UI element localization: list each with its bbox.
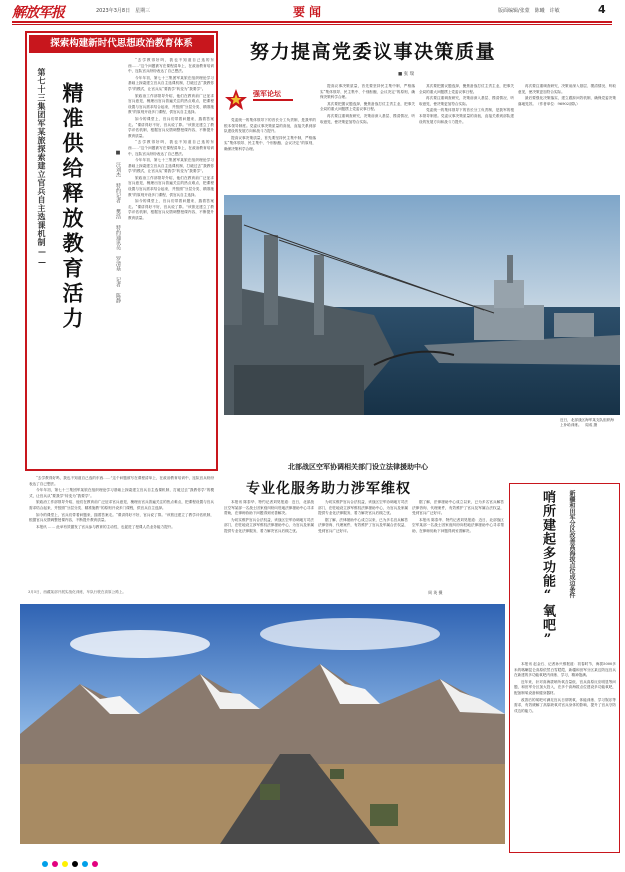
left-article-body-lower: [29, 476, 214, 586]
paragraph: 旅政治工作部领导介绍，他们在教育前广泛征求官兵意见，梳理出官兵普遍关注的热点难点，把课程设置与官兵需求结合起来，并按照“分层分类、精准施教”的原则开设多门课程，供官兵自主选择。: [128, 175, 214, 197]
photo-naval-replenishment: [224, 195, 620, 415]
paragraph: 旅政治工作部领导介绍，他们在教育前广泛征求官兵意见，梳理出官兵普遍关注的热点难点，把课程设置与官兵需求结合起来，并按照“分层分类、精准施教”的原则开设多门课程，供官兵自主选择。: [29, 500, 214, 510]
paragraph: 本报讯 陈泰华、特约记者刘昊报道：近日，北部战区空军某部一名战士因家庭纠纷向驻地法律援助中心寻求帮助，在律师协助下问题得到妥善解决。: [412, 517, 504, 533]
left-article-title: 精准供给释放教育活力: [60, 82, 85, 332]
paragraph: “去学教得好吗，我也不知道自己选的东西……”这个问题被写在课程清单上，在政治教育培训中，连队官兵纷纷表达了自己想法。: [29, 476, 214, 486]
middle-article-col1: [224, 500, 314, 592]
paragraph: 党委统一的集体领导下的首长分工负责制，是我军的根本领导制度。党委议事决策质量的高低，直接关系到部队建设的发展方向和战斗力提升。: [224, 118, 316, 134]
paragraph: 再次要注重调查研究，决策前深入基层、摸清情况、听取意见，使决策更加符合实际。: [518, 84, 616, 94]
right-article-title: 哨所建起多功能“氧吧”: [540, 490, 555, 648]
paragraph: 据了解，法律援助中心成立以来，已为多名官兵解答法律咨询、代理案件，有效维护了官兵及军属合法权益，受到官兵广泛好评。: [412, 500, 504, 516]
paragraph: 今年年初，第七十三集团军某旅在组织理论学习基础上探索建立官兵自主选课机制，打破过去“我教你学”的模式，让官兵从“要我学”转变为“我要学”。: [128, 75, 214, 91]
headline-body-col3: [419, 84, 514, 192]
header-rule-thin: [12, 24, 612, 25]
headline-body-col1: [224, 118, 316, 192]
middle-article-col3: [412, 500, 504, 592]
star-emblem-icon: [224, 88, 248, 112]
bottom-photo-caption: 3月5日，西藏某部开展实战化训练，车队行驶在高原公路上。: [28, 590, 127, 594]
column-name: 强军论坛: [253, 89, 281, 98]
paragraph: 再次要注重调查研究，决策前深入基层、摸清情况、听取意见，使决策更加符合实际。: [419, 96, 514, 106]
paragraph: 近年来，针对高海拔哨所氧含量低、官兵高原反应明显等问题，和田军分区加大投入，在多个高海拔点位建设多功能氧吧，配备制氧设备和健身器材。: [514, 679, 616, 695]
left-article-subtitle: 第七十三集团军某旅探索建立官兵自主选课机制——: [37, 68, 47, 268]
masthead: 解放军报: [12, 5, 64, 21]
paragraph: 如今的课堂上，官兵们带着问题来，揣着答案走。“课讲得好不好，官兵说了算。”该旅还建立了教学评估机制，根据官兵反馈调整授课内容，不断提升教育质量。: [29, 512, 214, 523]
bottom-photo-author: 周 英 摄: [428, 590, 443, 595]
paragraph: 据了解，法律援助中心成立以来，已为多名官兵解答法律咨询、代理案件，有效维护了官兵及军属合法权益，受到官兵广泛好评。: [318, 517, 408, 533]
headline-body-col4: [518, 84, 616, 192]
color-registration-marks: [41, 853, 111, 872]
paragraph: 最后要强化决策落实，建立跟踪问效机制，确保党委决策落地见效。（作者单位：96902部队）: [518, 96, 616, 106]
paragraph: 本报讯 陈泰华、特约记者刘昊报道：近日，北部战区空军某部一名战士因家庭纠纷向驻地法律援助中心寻求帮助，在律师协助下问题得到妥善解决。: [224, 500, 314, 516]
paragraph: 其次要把握议题选择，聚焦备战打仗主责主业，把事关全局的重大问题摆上党委议事日程。: [320, 101, 415, 112]
middle-article-title: 专业化服务助力涉军维权: [246, 481, 411, 497]
page-number: 4: [598, 3, 606, 16]
paragraph: 提高议事决策质量，首先要坚持民主集中制，严格落实“集体领导、民主集中、个别酝酿、会议决定”的原则，确保决策科学合理。: [320, 84, 415, 100]
paragraph: “去学教得好吗，我也不知道自己选的东西……”这个问题被写在课程清单上，在政治教育培训中，连队官兵纷纷表达了自己想法。: [128, 140, 214, 156]
paragraph: 今年年初，第七十三集团军某旅在组织理论学习基础上探索建立官兵自主选课机制，打破过去“我教你学”的模式，让官兵从“要我学”转变为“我要学”。: [128, 158, 214, 174]
paragraph: 旅政治工作部领导介绍，他们在教育前广泛征求官兵意见，梳理出官兵普遍关注的热点难点，把课程设置与官兵需求结合起来，并按照“分层分类、精准施教”的原则开设多门课程，供官兵自主选择。: [128, 93, 214, 115]
paragraph: 本报讯 …… 此举有效激发了官兵参与教育的主动性，也促进了授课人员业务能力提升。: [36, 524, 175, 529]
paragraph: “去学教得好吗，我也不知道自己选的东西……”这个问题被写在课程清单上，在政治教育培训中，连队官兵纷纷表达了自己想法。: [128, 58, 214, 74]
left-article-body: [128, 58, 214, 466]
paragraph: 改善后的氧吧可满足官兵日常吸氧、体能训练、学习娱乐等需求，有效缓解了高原缺氧对官兵身体的影响，提升了官兵守防戍边的能力。: [514, 697, 616, 713]
editors-line: 版面编辑/张蒙 陈曦 许敏: [498, 8, 560, 14]
photo-caption: 近日，北部战区海军某支队组织海上补给训练。 周成 摄: [560, 418, 614, 427]
paragraph: 为切实维护官兵合法权益，该战区空军协调地方司法部门，在驻地设立涉军维权法律援助中心，为官兵及家属提供专业化法律服务，着力解决官兵后顾之忧。: [224, 517, 314, 533]
paragraph: 如今的课堂上，官兵们带着问题来，揣着答案走。“课讲得好不好，官兵说了算。”该旅还建立了教学评估机制，根据官兵反馈调整授课内容，不断提升教育质量。: [128, 116, 214, 138]
right-article-body: [514, 662, 616, 848]
issue-date: 2023年3月8日 星期三: [96, 8, 151, 14]
headline-title: 努力提高党委议事决策质量: [250, 41, 497, 63]
column-logo: [222, 86, 310, 114]
headline-body-col2: [320, 84, 415, 192]
column-underline: [253, 99, 293, 101]
middle-article-kicker: 北部战区空军协调相关部门设立法律援助中心: [288, 462, 428, 471]
middle-article-col2: [318, 500, 408, 592]
header-rule: [12, 21, 612, 23]
left-article-bylines: ■ 汪刘杰 特约记者 樊浩 特约通讯员 罗清基 记者 陈静: [115, 150, 121, 303]
paragraph: 提高议事决策质量，首先要坚持民主集中制，严格落实“集体领导、民主集中、个别酝酿、会议决定”的原则，确保决策科学合理。: [224, 135, 316, 151]
paragraph: 党委统一的集体领导下的首长分工负责制，是我军的根本领导制度。党委议事决策质量的高低，直接关系到部队建设的发展方向和战斗力提升。: [419, 108, 514, 124]
paragraph: 如今的课堂上，官兵们带着问题来，揣着答案走。“课讲得好不好，官兵说了算。”该旅还建立了教学评估机制，根据官兵反馈调整授课内容，不断提升教育质量。: [128, 199, 214, 221]
section-title: 要闻: [293, 5, 326, 19]
paragraph: 今年年初，第七十三集团军某旅在组织理论学习基础上探索建立官兵自主选课机制，打破过去“我教你学”的模式，让官兵从“要我学”转变为“我要学”。: [29, 488, 214, 498]
paragraph: 为切实维护官兵合法权益，该战区空军协调地方司法部门，在驻地设立涉军维权法律援助中心，为官兵及家属提供专业化法律服务，着力解决官兵后顾之忧。: [318, 500, 408, 516]
right-article-kicker: 新疆和田军分区改善高海拔点位成边条件: [568, 490, 575, 598]
paragraph: 其次要把握议题选择，聚焦备战打仗主责主业，把事关全局的重大问题摆上党委议事日程。: [419, 84, 514, 94]
left-article-band: 探索构建新时代思想政治教育体系: [29, 35, 214, 53]
photo-plateau-convoy: [20, 604, 505, 844]
paragraph: 本报讯 赵金石、记者孙兴维报道：初春时节，海拔5000多米的喀喇昆仑高原依然白雪皑皑，新疆和田军分区某边防连官兵在新建的多功能氧吧内训练、学习，精神饱满。: [514, 662, 616, 678]
headline-author: ■ 张 瑞: [398, 72, 415, 77]
paragraph: 再次要注重调查研究，决策前深入基层、摸清情况、听取意见，使决策更加符合实际。: [320, 113, 415, 124]
